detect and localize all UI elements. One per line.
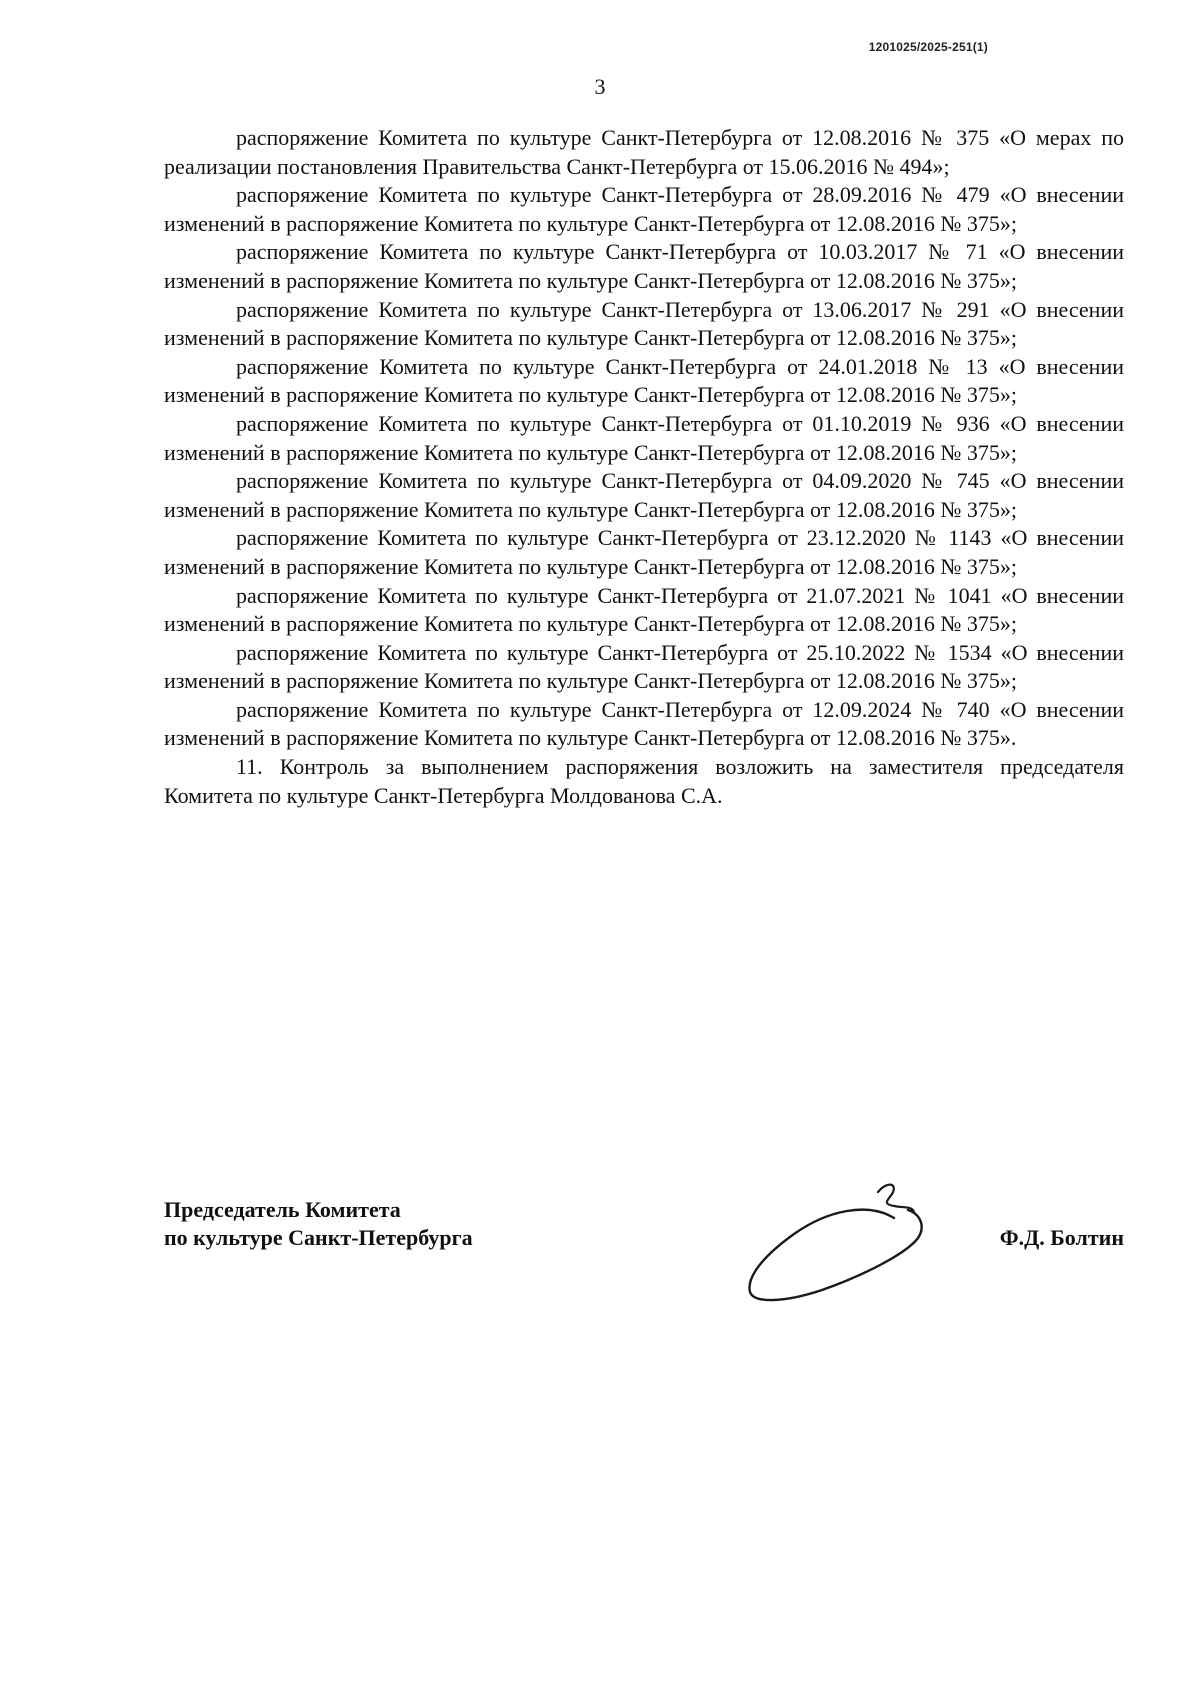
- paragraph-order-2017-71: распоряжение Комитета по культуре Санкт-Петербурга от 10.03.2017 № 71 «О внесении изменений в распоряжение Комитета по культуре Санкт-Петербурга от 12.08.2016 № 375»;: [164, 239, 1124, 293]
- paragraph-order-2024-740: распоряжение Комитета по культуре Санкт-Петербурга от 12.09.2024 № 740 «О внесении изменений в распоряжение Комитета по культуре Санкт-Петербурга от 12.08.2016 № 375».: [164, 696, 1124, 751]
- paragraph-order-2021-1041: распоряжение Комитета по культуре Санкт-Петербурга от 21.07.2021 № 1041 «О внесении изменений в распоряжение Комитета по культуре Санкт-Петербурга от 12.08.2016 № 375»;: [164, 582, 1124, 637]
- signature-stroke-loop: [749, 1210, 921, 1300]
- paragraph-order-2020-1143: распоряжение Комитета по культуре Санкт-Петербурга от 23.12.2020 № 1143 «О внесении изменений в распоряжение Комитета по культуре Санкт-Петербурга от 12.08.2016 № 375»;: [164, 525, 1124, 579]
- signature-block: [164, 1196, 1124, 1316]
- signer-name: Ф.Д. Болтин: [999, 1225, 1124, 1250]
- paragraph-order-2020-745: распоряжение Комитета по культуре Санкт-Петербурга от 04.09.2020 № 745 «О внесении изменений в распоряжение Комитета по культуре Санкт-Петербурга от 12.08.2016 № 375»;: [164, 468, 1124, 522]
- signer-position-line-1: Председатель Комитета: [164, 1197, 401, 1222]
- paragraph-order-2018-13: распоряжение Комитета по культуре Санкт-Петербурга от 24.01.2018 № 13 «О внесении изменений в распоряжение Комитета по культуре Санкт-Петербурга от 12.08.2016 № 375»;: [164, 353, 1124, 408]
- paragraph-order-2022-1534: распоряжение Комитета по культуре Санкт-Петербурга от 25.10.2022 № 1534 «О внесении изменений в распоряжение Комитета по культуре Санкт-Петербурга от 12.08.2016 № 375»;: [164, 639, 1124, 694]
- signer-position-line-2: по культуре Санкт-Петербурга: [164, 1225, 473, 1250]
- paragraph-order-2016-479: распоряжение Комитета по культуре Санкт-Петербурга от 28.09.2016 № 479 «О внесении изменений в распоряжение Комитета по культуре Санкт-Петербурга от 12.08.2016 № 375»;: [164, 182, 1124, 236]
- paragraph-order-2017-291: распоряжение Комитета по культуре Санкт-Петербурга от 13.06.2017 № 291 «О внесении изменений в распоряжение Комитета по культуре Санкт-Петербурга от 12.08.2016 № 375»;: [164, 296, 1124, 351]
- signer-position: [164, 1196, 473, 1252]
- paragraph-order-2016-375: распоряжение Комитета по культуре Санкт-Петербурга от 12.08.2016 № 375 «О мерах по реализации постановления Правительства Санкт-Петербурга от 15.06.2016 № 494»;: [164, 125, 1124, 179]
- document-body: [164, 124, 1124, 810]
- document-registration-number: 1201025/2025-251(1): [868, 40, 988, 54]
- paragraph-item-11-control: 11. Контроль за выполнением распоряжения возложить на заместителя председателя Комитета по культуре Санкт-Петербурга Молдованова С.А.: [164, 754, 1124, 808]
- page-number: 3: [594, 74, 606, 99]
- handwritten-signature-icon: [742, 1176, 942, 1306]
- paragraph-order-2019-936: распоряжение Комитета по культуре Санкт-Петербурга от 01.10.2019 № 936 «О внесении изменений в распоряжение Комитета по культуре Санкт-Петербурга от 12.08.2016 № 375»;: [164, 410, 1124, 465]
- signature-stroke-flourish: [878, 1185, 914, 1212]
